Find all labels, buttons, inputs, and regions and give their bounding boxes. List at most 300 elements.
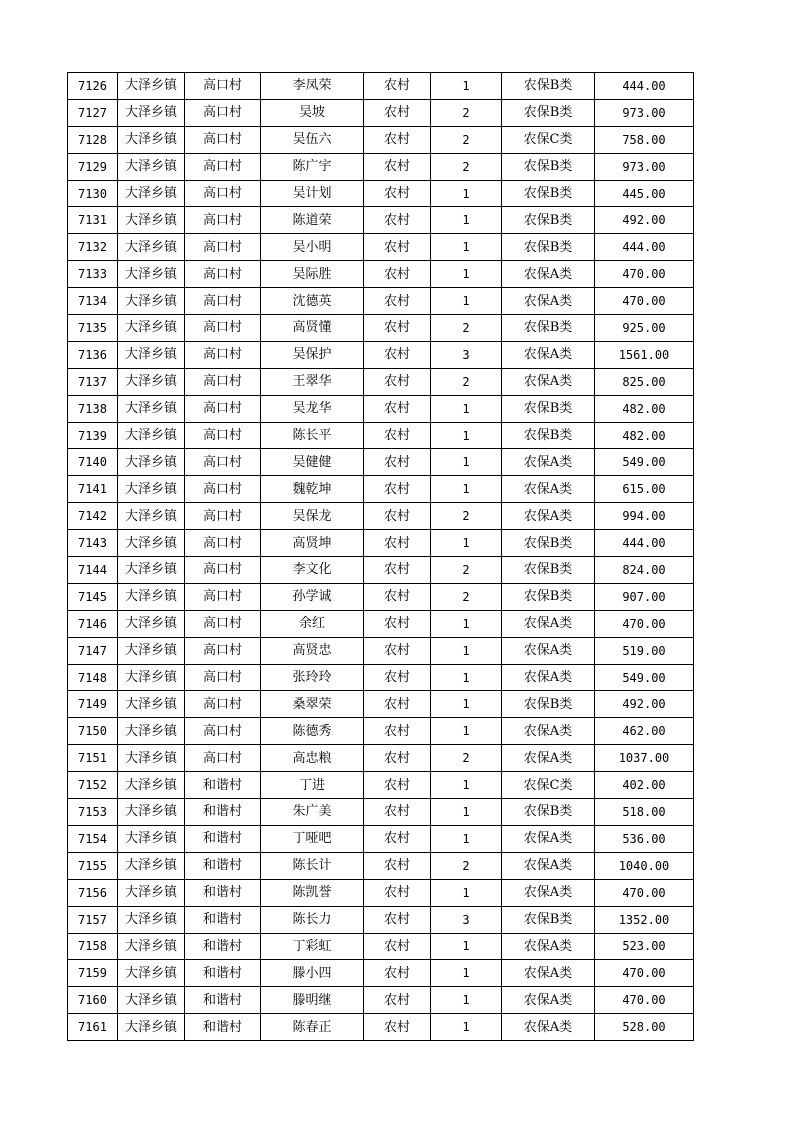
township-cell: 大泽乡镇 [118, 691, 185, 718]
row-index-cell: 7147 [68, 637, 118, 664]
table-row [68, 557, 694, 584]
name-cell: 陈凯誉 [261, 879, 364, 906]
household-count-cell: 1 [431, 772, 502, 799]
row-index-cell: 7128 [68, 126, 118, 153]
township-cell: 大泽乡镇 [118, 422, 185, 449]
category-cell: 农保B类 [502, 906, 595, 933]
name-cell: 高忠粮 [261, 745, 364, 772]
household-count-cell: 1 [431, 207, 502, 234]
category-cell: 农保B类 [502, 422, 595, 449]
amount-cell: 470.00 [595, 987, 694, 1014]
township-cell: 大泽乡镇 [118, 368, 185, 395]
row-index-cell: 7156 [68, 879, 118, 906]
row-index-cell: 7157 [68, 906, 118, 933]
name-cell: 吴健健 [261, 449, 364, 476]
household-count-cell: 2 [431, 153, 502, 180]
name-cell: 沈德英 [261, 288, 364, 315]
amount-cell: 536.00 [595, 825, 694, 852]
township-cell: 大泽乡镇 [118, 933, 185, 960]
village-cell: 和谐村 [185, 852, 261, 879]
area-type-cell: 农村 [364, 933, 431, 960]
amount-cell: 1037.00 [595, 745, 694, 772]
name-cell: 吴际胜 [261, 261, 364, 288]
table-row [68, 207, 694, 234]
village-cell: 和谐村 [185, 772, 261, 799]
amount-cell: 402.00 [595, 772, 694, 799]
household-count-cell: 1 [431, 234, 502, 261]
township-cell: 大泽乡镇 [118, 476, 185, 503]
township-cell: 大泽乡镇 [118, 503, 185, 530]
records-table [67, 72, 694, 1041]
amount-cell: 615.00 [595, 476, 694, 503]
name-cell: 丁进 [261, 772, 364, 799]
row-index-cell: 7150 [68, 718, 118, 745]
area-type-cell: 农村 [364, 261, 431, 288]
household-count-cell: 1 [431, 691, 502, 718]
household-count-cell: 3 [431, 341, 502, 368]
village-cell: 高口村 [185, 153, 261, 180]
table-row [68, 637, 694, 664]
name-cell: 吴伍六 [261, 126, 364, 153]
row-index-cell: 7133 [68, 261, 118, 288]
township-cell: 大泽乡镇 [118, 153, 185, 180]
village-cell: 高口村 [185, 557, 261, 584]
category-cell: 农保B类 [502, 315, 595, 342]
name-cell: 朱广美 [261, 799, 364, 826]
village-cell: 高口村 [185, 368, 261, 395]
name-cell: 陈道荣 [261, 207, 364, 234]
row-index-cell: 7153 [68, 799, 118, 826]
township-cell: 大泽乡镇 [118, 395, 185, 422]
table-row [68, 261, 694, 288]
village-cell: 高口村 [185, 261, 261, 288]
household-count-cell: 1 [431, 637, 502, 664]
table-row [68, 772, 694, 799]
area-type-cell: 农村 [364, 449, 431, 476]
village-cell: 高口村 [185, 73, 261, 100]
area-type-cell: 农村 [364, 315, 431, 342]
township-cell: 大泽乡镇 [118, 530, 185, 557]
amount-cell: 523.00 [595, 933, 694, 960]
name-cell: 吴计划 [261, 180, 364, 207]
area-type-cell: 农村 [364, 530, 431, 557]
household-count-cell: 1 [431, 933, 502, 960]
village-cell: 和谐村 [185, 960, 261, 987]
amount-cell: 518.00 [595, 799, 694, 826]
township-cell: 大泽乡镇 [118, 261, 185, 288]
row-index-cell: 7159 [68, 960, 118, 987]
township-cell: 大泽乡镇 [118, 557, 185, 584]
category-cell: 农保A类 [502, 476, 595, 503]
row-index-cell: 7161 [68, 1014, 118, 1041]
area-type-cell: 农村 [364, 180, 431, 207]
name-cell: 滕明继 [261, 987, 364, 1014]
village-cell: 高口村 [185, 745, 261, 772]
name-cell: 高贤忠 [261, 637, 364, 664]
amount-cell: 824.00 [595, 557, 694, 584]
category-cell: 农保A类 [502, 664, 595, 691]
name-cell: 孙学诚 [261, 583, 364, 610]
category-cell: 农保A类 [502, 288, 595, 315]
area-type-cell: 农村 [364, 207, 431, 234]
area-type-cell: 农村 [364, 772, 431, 799]
row-index-cell: 7140 [68, 449, 118, 476]
category-cell: 农保A类 [502, 610, 595, 637]
area-type-cell: 农村 [364, 610, 431, 637]
category-cell: 农保A类 [502, 1014, 595, 1041]
name-cell: 陈德秀 [261, 718, 364, 745]
village-cell: 高口村 [185, 315, 261, 342]
area-type-cell: 农村 [364, 637, 431, 664]
amount-cell: 492.00 [595, 207, 694, 234]
table-row [68, 691, 694, 718]
category-cell: 农保A类 [502, 960, 595, 987]
category-cell: 农保B类 [502, 73, 595, 100]
amount-cell: 482.00 [595, 395, 694, 422]
township-cell: 大泽乡镇 [118, 99, 185, 126]
name-cell: 余红 [261, 610, 364, 637]
township-cell: 大泽乡镇 [118, 207, 185, 234]
category-cell: 农保A类 [502, 852, 595, 879]
category-cell: 农保B类 [502, 207, 595, 234]
household-count-cell: 1 [431, 476, 502, 503]
table-row [68, 906, 694, 933]
village-cell: 高口村 [185, 180, 261, 207]
table-row [68, 476, 694, 503]
area-type-cell: 农村 [364, 691, 431, 718]
household-count-cell: 1 [431, 530, 502, 557]
amount-cell: 549.00 [595, 449, 694, 476]
village-cell: 和谐村 [185, 987, 261, 1014]
area-type-cell: 农村 [364, 234, 431, 261]
area-type-cell: 农村 [364, 99, 431, 126]
household-count-cell: 1 [431, 960, 502, 987]
row-index-cell: 7129 [68, 153, 118, 180]
township-cell: 大泽乡镇 [118, 879, 185, 906]
area-type-cell: 农村 [364, 960, 431, 987]
township-cell: 大泽乡镇 [118, 315, 185, 342]
name-cell: 吴龙华 [261, 395, 364, 422]
amount-cell: 492.00 [595, 691, 694, 718]
area-type-cell: 农村 [364, 583, 431, 610]
category-cell: 农保A类 [502, 745, 595, 772]
row-index-cell: 7158 [68, 933, 118, 960]
village-cell: 高口村 [185, 637, 261, 664]
township-cell: 大泽乡镇 [118, 960, 185, 987]
name-cell: 滕小四 [261, 960, 364, 987]
table-row [68, 341, 694, 368]
household-count-cell: 1 [431, 799, 502, 826]
name-cell: 吴保龙 [261, 503, 364, 530]
name-cell: 丁哑吧 [261, 825, 364, 852]
household-count-cell: 2 [431, 99, 502, 126]
township-cell: 大泽乡镇 [118, 664, 185, 691]
amount-cell: 470.00 [595, 879, 694, 906]
amount-cell: 444.00 [595, 73, 694, 100]
area-type-cell: 农村 [364, 664, 431, 691]
area-type-cell: 农村 [364, 422, 431, 449]
table-row [68, 825, 694, 852]
township-cell: 大泽乡镇 [118, 745, 185, 772]
township-cell: 大泽乡镇 [118, 583, 185, 610]
category-cell: 农保B类 [502, 557, 595, 584]
township-cell: 大泽乡镇 [118, 906, 185, 933]
village-cell: 和谐村 [185, 1014, 261, 1041]
village-cell: 和谐村 [185, 879, 261, 906]
table-row [68, 234, 694, 261]
township-cell: 大泽乡镇 [118, 449, 185, 476]
area-type-cell: 农村 [364, 153, 431, 180]
table-row [68, 960, 694, 987]
household-count-cell: 1 [431, 261, 502, 288]
amount-cell: 444.00 [595, 530, 694, 557]
area-type-cell: 农村 [364, 718, 431, 745]
table-row [68, 368, 694, 395]
household-count-cell: 2 [431, 583, 502, 610]
name-cell: 桑翠荣 [261, 691, 364, 718]
amount-cell: 470.00 [595, 288, 694, 315]
area-type-cell: 农村 [364, 476, 431, 503]
table-row [68, 422, 694, 449]
household-count-cell: 1 [431, 1014, 502, 1041]
township-cell: 大泽乡镇 [118, 341, 185, 368]
village-cell: 和谐村 [185, 825, 261, 852]
village-cell: 高口村 [185, 422, 261, 449]
name-cell: 丁彩虹 [261, 933, 364, 960]
category-cell: 农保B类 [502, 234, 595, 261]
area-type-cell: 农村 [364, 987, 431, 1014]
category-cell: 农保A类 [502, 879, 595, 906]
household-count-cell: 1 [431, 987, 502, 1014]
village-cell: 高口村 [185, 449, 261, 476]
area-type-cell: 农村 [364, 1014, 431, 1041]
row-index-cell: 7126 [68, 73, 118, 100]
row-index-cell: 7152 [68, 772, 118, 799]
name-cell: 陈春正 [261, 1014, 364, 1041]
row-index-cell: 7139 [68, 422, 118, 449]
amount-cell: 549.00 [595, 664, 694, 691]
amount-cell: 444.00 [595, 234, 694, 261]
row-index-cell: 7135 [68, 315, 118, 342]
amount-cell: 994.00 [595, 503, 694, 530]
village-cell: 和谐村 [185, 906, 261, 933]
category-cell: 农保B类 [502, 530, 595, 557]
row-index-cell: 7127 [68, 99, 118, 126]
name-cell: 吴保护 [261, 341, 364, 368]
area-type-cell: 农村 [364, 906, 431, 933]
table-row [68, 718, 694, 745]
village-cell: 高口村 [185, 341, 261, 368]
household-count-cell: 1 [431, 180, 502, 207]
household-count-cell: 1 [431, 73, 502, 100]
row-index-cell: 7131 [68, 207, 118, 234]
area-type-cell: 农村 [364, 557, 431, 584]
household-count-cell: 3 [431, 906, 502, 933]
category-cell: 农保B类 [502, 180, 595, 207]
table-row [68, 745, 694, 772]
amount-cell: 482.00 [595, 422, 694, 449]
village-cell: 和谐村 [185, 933, 261, 960]
row-index-cell: 7130 [68, 180, 118, 207]
village-cell: 高口村 [185, 718, 261, 745]
amount-cell: 1561.00 [595, 341, 694, 368]
village-cell: 高口村 [185, 234, 261, 261]
area-type-cell: 农村 [364, 825, 431, 852]
row-index-cell: 7160 [68, 987, 118, 1014]
name-cell: 吴坡 [261, 99, 364, 126]
village-cell: 高口村 [185, 691, 261, 718]
area-type-cell: 农村 [364, 852, 431, 879]
row-index-cell: 7132 [68, 234, 118, 261]
row-index-cell: 7136 [68, 341, 118, 368]
name-cell: 魏乾坤 [261, 476, 364, 503]
row-index-cell: 7141 [68, 476, 118, 503]
area-type-cell: 农村 [364, 288, 431, 315]
category-cell: 农保A类 [502, 261, 595, 288]
row-index-cell: 7154 [68, 825, 118, 852]
household-count-cell: 1 [431, 288, 502, 315]
category-cell: 农保A类 [502, 933, 595, 960]
amount-cell: 470.00 [595, 610, 694, 637]
category-cell: 农保B类 [502, 691, 595, 718]
township-cell: 大泽乡镇 [118, 73, 185, 100]
table-row [68, 852, 694, 879]
category-cell: 农保A类 [502, 341, 595, 368]
household-count-cell: 1 [431, 718, 502, 745]
table-row [68, 583, 694, 610]
amount-cell: 925.00 [595, 315, 694, 342]
name-cell: 陈长计 [261, 852, 364, 879]
row-index-cell: 7142 [68, 503, 118, 530]
table-row [68, 879, 694, 906]
area-type-cell: 农村 [364, 879, 431, 906]
household-count-cell: 1 [431, 395, 502, 422]
row-index-cell: 7145 [68, 583, 118, 610]
name-cell: 张玲玲 [261, 664, 364, 691]
table-row [68, 799, 694, 826]
row-index-cell: 7144 [68, 557, 118, 584]
table-row [68, 610, 694, 637]
village-cell: 高口村 [185, 583, 261, 610]
township-cell: 大泽乡镇 [118, 610, 185, 637]
township-cell: 大泽乡镇 [118, 852, 185, 879]
village-cell: 高口村 [185, 99, 261, 126]
category-cell: 农保A类 [502, 368, 595, 395]
household-count-cell: 2 [431, 126, 502, 153]
row-index-cell: 7146 [68, 610, 118, 637]
row-index-cell: 7137 [68, 368, 118, 395]
village-cell: 高口村 [185, 503, 261, 530]
name-cell: 高贤坤 [261, 530, 364, 557]
table-row [68, 288, 694, 315]
row-index-cell: 7149 [68, 691, 118, 718]
area-type-cell: 农村 [364, 745, 431, 772]
area-type-cell: 农村 [364, 73, 431, 100]
table-row [68, 449, 694, 476]
table-row [68, 1014, 694, 1041]
name-cell: 陈广宇 [261, 153, 364, 180]
category-cell: 农保B类 [502, 395, 595, 422]
amount-cell: 445.00 [595, 180, 694, 207]
township-cell: 大泽乡镇 [118, 1014, 185, 1041]
table-row [68, 73, 694, 100]
category-cell: 农保B类 [502, 153, 595, 180]
table-row [68, 180, 694, 207]
area-type-cell: 农村 [364, 503, 431, 530]
household-count-cell: 1 [431, 879, 502, 906]
category-cell: 农保C类 [502, 772, 595, 799]
village-cell: 和谐村 [185, 799, 261, 826]
township-cell: 大泽乡镇 [118, 825, 185, 852]
village-cell: 高口村 [185, 207, 261, 234]
category-cell: 农保B类 [502, 799, 595, 826]
village-cell: 高口村 [185, 610, 261, 637]
table-body [68, 73, 694, 1041]
row-index-cell: 7155 [68, 852, 118, 879]
area-type-cell: 农村 [364, 799, 431, 826]
category-cell: 农保B类 [502, 583, 595, 610]
row-index-cell: 7138 [68, 395, 118, 422]
village-cell: 高口村 [185, 288, 261, 315]
amount-cell: 907.00 [595, 583, 694, 610]
area-type-cell: 农村 [364, 395, 431, 422]
amount-cell: 973.00 [595, 153, 694, 180]
township-cell: 大泽乡镇 [118, 288, 185, 315]
household-count-cell: 2 [431, 557, 502, 584]
household-count-cell: 2 [431, 315, 502, 342]
table-row [68, 530, 694, 557]
household-count-cell: 2 [431, 745, 502, 772]
township-cell: 大泽乡镇 [118, 772, 185, 799]
table-row [68, 987, 694, 1014]
amount-cell: 470.00 [595, 960, 694, 987]
household-count-cell: 1 [431, 664, 502, 691]
category-cell: 农保A类 [502, 503, 595, 530]
row-index-cell: 7143 [68, 530, 118, 557]
village-cell: 高口村 [185, 126, 261, 153]
name-cell: 高贤懂 [261, 315, 364, 342]
category-cell: 农保C类 [502, 126, 595, 153]
category-cell: 农保A类 [502, 637, 595, 664]
table-row [68, 126, 694, 153]
table-row [68, 395, 694, 422]
row-index-cell: 7134 [68, 288, 118, 315]
household-count-cell: 1 [431, 449, 502, 476]
category-cell: 农保A类 [502, 449, 595, 476]
table-row [68, 153, 694, 180]
area-type-cell: 农村 [364, 368, 431, 395]
household-count-cell: 1 [431, 422, 502, 449]
table-row [68, 99, 694, 126]
village-cell: 高口村 [185, 530, 261, 557]
household-count-cell: 1 [431, 610, 502, 637]
table-row [68, 664, 694, 691]
category-cell: 农保B类 [502, 99, 595, 126]
category-cell: 农保A类 [502, 825, 595, 852]
household-count-cell: 1 [431, 825, 502, 852]
amount-cell: 973.00 [595, 99, 694, 126]
name-cell: 李文化 [261, 557, 364, 584]
amount-cell: 519.00 [595, 637, 694, 664]
household-count-cell: 2 [431, 503, 502, 530]
name-cell: 陈长力 [261, 906, 364, 933]
row-index-cell: 7151 [68, 745, 118, 772]
name-cell: 陈长平 [261, 422, 364, 449]
township-cell: 大泽乡镇 [118, 126, 185, 153]
village-cell: 高口村 [185, 476, 261, 503]
township-cell: 大泽乡镇 [118, 987, 185, 1014]
name-cell: 吴小明 [261, 234, 364, 261]
